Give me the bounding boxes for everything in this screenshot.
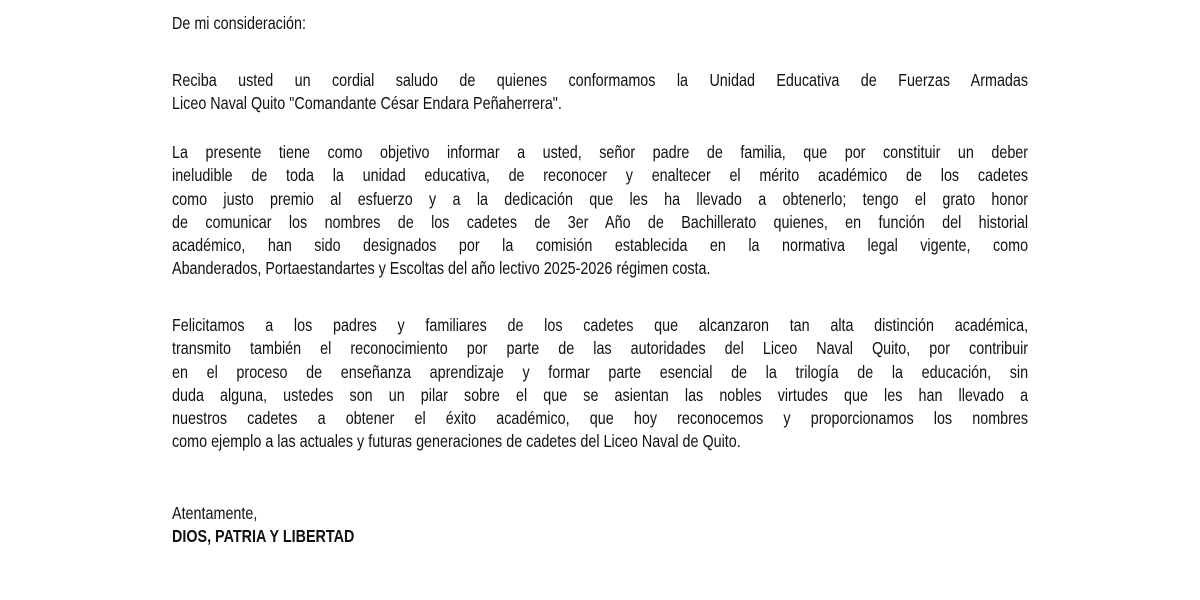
paragraph-line: como justo premio al esfuerzo y a la dedicación que les ha llevado a obtenerlo; tengo el grato honor — [172, 188, 1029, 209]
paragraph-line: duda alguna, ustedes son un pilar sobre el que se asientan las nobles virtudes que les han llevado a — [172, 384, 1029, 405]
paragraph-line: de comunicar los nombres de los cadetes de 3er Año de Bachillerato quienes, en función del historial — [172, 211, 1029, 232]
closing-text: Atentamente, — [172, 503, 258, 523]
paragraph-line: en el proceso de enseñanza aprendizaje y formar parte esencial de la trilogía de la educación, sin — [172, 361, 1029, 382]
paragraph-line: La presente tiene como objetivo informar a usted, señor padre de familia, que por constituir un deber — [172, 142, 1029, 162]
paragraph-greeting — [172, 69, 1028, 116]
paragraph-purpose — [172, 141, 1028, 281]
paragraph-line: como ejemplo a las actuales y futuras generaciones de cadetes del Liceo Naval de Quito. — [172, 431, 741, 452]
signature-block — [172, 502, 1028, 549]
motto-text: DIOS, PATRIA Y LIBERTAD — [172, 526, 355, 547]
greeting-text: De mi consideración: — [172, 13, 306, 33]
paragraph-line: Liceo Naval Quito "Comandante César Endara Peñaherrera". — [172, 93, 562, 114]
paragraph-line: Reciba usted un cordial saludo de quienes conformamos la Unidad Educativa de Fuerzas Armadas — [172, 70, 1029, 90]
paragraph-line: académico, han sido designados por la comisión establecida en la normativa legal vigente, como — [172, 235, 1029, 256]
paragraph-line: Felicitamos a los padres y familiares de los cadetes que alcanzaron tan alta distinción académica, — [172, 315, 1029, 335]
paragraph-line: Abanderados, Portaestandartes y Escoltas del año lectivo 2025-2026 régimen costa. — [172, 258, 711, 279]
paragraph-congratulations — [172, 314, 1028, 454]
greeting — [172, 12, 1028, 35]
paragraph-line: nuestros cadetes a obtener el éxito académico, que hoy reconocemos y proporcionamos los nombres — [172, 408, 1029, 429]
paragraph-line: transmito también el reconocimiento por parte de las autoridades del Liceo Naval Quito, por contribuir — [172, 338, 1029, 359]
paragraph-line: ineludible de toda la unidad educativa, de reconocer y enaltecer el mérito académico de los cadetes — [172, 165, 1029, 186]
